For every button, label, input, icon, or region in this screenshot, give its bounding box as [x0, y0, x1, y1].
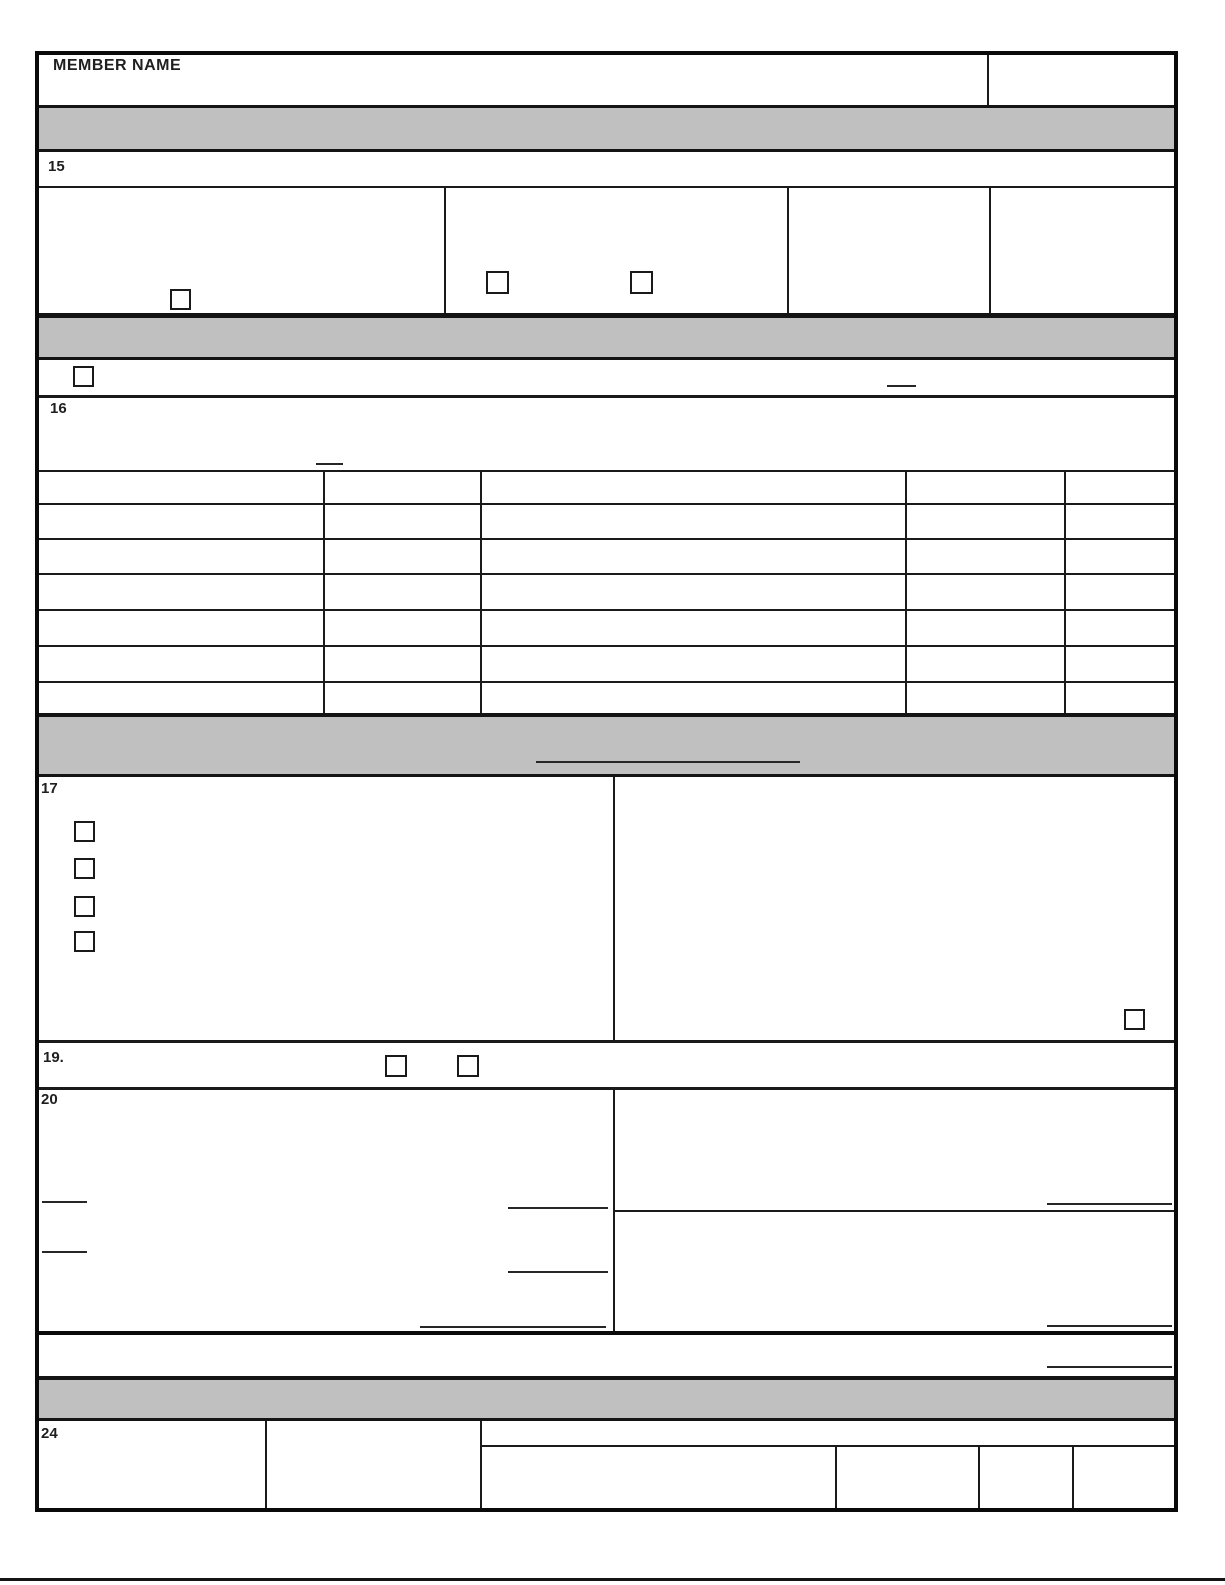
table-16-row-5[interactable] — [39, 611, 1174, 645]
item-24-cell-e[interactable] — [980, 1447, 1072, 1508]
table-16-col-line-2 — [480, 472, 482, 713]
item-24-strip-line — [482, 1445, 1174, 1447]
item-24-cell-c[interactable] — [482, 1447, 835, 1508]
item-24-number: 24 — [41, 1425, 58, 1442]
item-15-checkbox-c[interactable] — [630, 271, 653, 294]
item-17-right-checkbox[interactable] — [1124, 1009, 1145, 1030]
item-20-fill-line-4[interactable] — [508, 1271, 608, 1273]
item-24-divider-5 — [1072, 1447, 1074, 1508]
ack-checkbox-row[interactable] — [39, 360, 1174, 395]
item-24-cell-f[interactable] — [1074, 1447, 1174, 1508]
item-20-right-divider-line — [615, 1210, 1174, 1212]
table-16-row-1[interactable] — [39, 472, 1174, 503]
section-bar-1 — [39, 105, 1174, 152]
table-16-row-line-5 — [39, 645, 1174, 647]
item-15-cell-1[interactable] — [39, 188, 444, 313]
table-16-row-3[interactable] — [39, 540, 1174, 573]
item-15-cell-2[interactable] — [446, 188, 787, 313]
section-bar-2 — [39, 313, 1174, 360]
item-19-row[interactable] — [39, 1043, 1174, 1087]
section-bar-4 — [39, 1376, 1174, 1421]
item-24-divider-4 — [978, 1447, 980, 1508]
page-bottom-rule — [0, 1578, 1225, 1581]
item-17-checkbox-4[interactable] — [74, 931, 95, 952]
item-20-right-fill-line-2[interactable] — [1047, 1325, 1172, 1327]
item-15-checkbox-a[interactable] — [170, 289, 191, 310]
item-15-divider-3 — [989, 188, 991, 313]
table-16-row-line-1 — [39, 503, 1174, 505]
item-20-right-top-cell[interactable] — [615, 1090, 1174, 1210]
item-15-number: 15 — [48, 158, 65, 175]
item-15-divider-1 — [444, 188, 446, 313]
item-17-divider — [613, 777, 615, 1040]
item-24-cell-a[interactable] — [39, 1421, 265, 1508]
item-16-intro-area[interactable] — [39, 398, 1174, 468]
item-19-checkbox-no[interactable] — [457, 1055, 479, 1077]
table-16-col-line-1 — [323, 472, 325, 713]
item-20-fill-line-3[interactable] — [42, 1251, 87, 1253]
member-name-field[interactable] — [39, 55, 987, 105]
item-24-divider-3 — [835, 1447, 837, 1508]
table-16-row-7[interactable] — [39, 683, 1174, 713]
item-17-left-cell[interactable] — [39, 777, 613, 1040]
item-24-divider-1 — [265, 1421, 267, 1508]
item-20-right-bottom-cell[interactable] — [615, 1212, 1174, 1331]
item-19-number: 19. — [43, 1049, 64, 1066]
member-name-label: MEMBER NAME — [53, 57, 182, 74]
table-16-row-line-4 — [39, 609, 1174, 611]
item-15-checkbox-b[interactable] — [486, 271, 509, 294]
item-20-right-fill-line-1[interactable] — [1047, 1203, 1172, 1205]
item-17-right-cell[interactable] — [615, 777, 1174, 1040]
table-16-row-6[interactable] — [39, 647, 1174, 681]
item-20-left-cell[interactable] — [39, 1090, 613, 1331]
table-16-col-line-3 — [905, 472, 907, 713]
ack-checkbox[interactable] — [73, 366, 94, 387]
item-20-number: 20 — [41, 1091, 58, 1108]
table-16-row-2[interactable] — [39, 505, 1174, 538]
item-20-fill-line-5[interactable] — [420, 1326, 606, 1328]
item-24-cell-d[interactable] — [837, 1447, 978, 1508]
section-bar-3 — [39, 713, 1174, 777]
item-17-checkbox-1[interactable] — [74, 821, 95, 842]
ack-fill-line[interactable] — [887, 385, 916, 387]
signature-row-fill-line[interactable] — [1047, 1366, 1172, 1368]
table-16-row-line-2 — [39, 538, 1174, 540]
table-16-row-4[interactable] — [39, 575, 1174, 609]
item-16-number: 16 — [50, 400, 67, 417]
item-24-cell-b[interactable] — [267, 1421, 480, 1508]
signature-row[interactable] — [39, 1335, 1174, 1376]
item-19-checkbox-yes[interactable] — [385, 1055, 407, 1077]
section-bar-3-fill-line[interactable] — [536, 761, 800, 763]
item-16-fill-line[interactable] — [316, 463, 343, 465]
item-24-divider-2 — [480, 1421, 482, 1508]
table-16-col-line-4 — [1064, 472, 1066, 713]
table-16-row-line-6 — [39, 681, 1174, 683]
item-17-number: 17 — [41, 780, 58, 797]
item-17-checkbox-3[interactable] — [74, 896, 95, 917]
header-right-cell[interactable] — [989, 55, 1174, 105]
item-15-cell-3[interactable] — [789, 188, 989, 313]
item-20-fill-line-2[interactable] — [508, 1207, 608, 1209]
item-17-checkbox-2[interactable] — [74, 858, 95, 879]
item-24-top-strip[interactable] — [482, 1421, 1174, 1445]
table-16-row-line-3 — [39, 573, 1174, 575]
item-20-fill-line-1[interactable] — [42, 1201, 87, 1203]
item-15-divider-2 — [787, 188, 789, 313]
item-15-cell-4[interactable] — [991, 188, 1174, 313]
